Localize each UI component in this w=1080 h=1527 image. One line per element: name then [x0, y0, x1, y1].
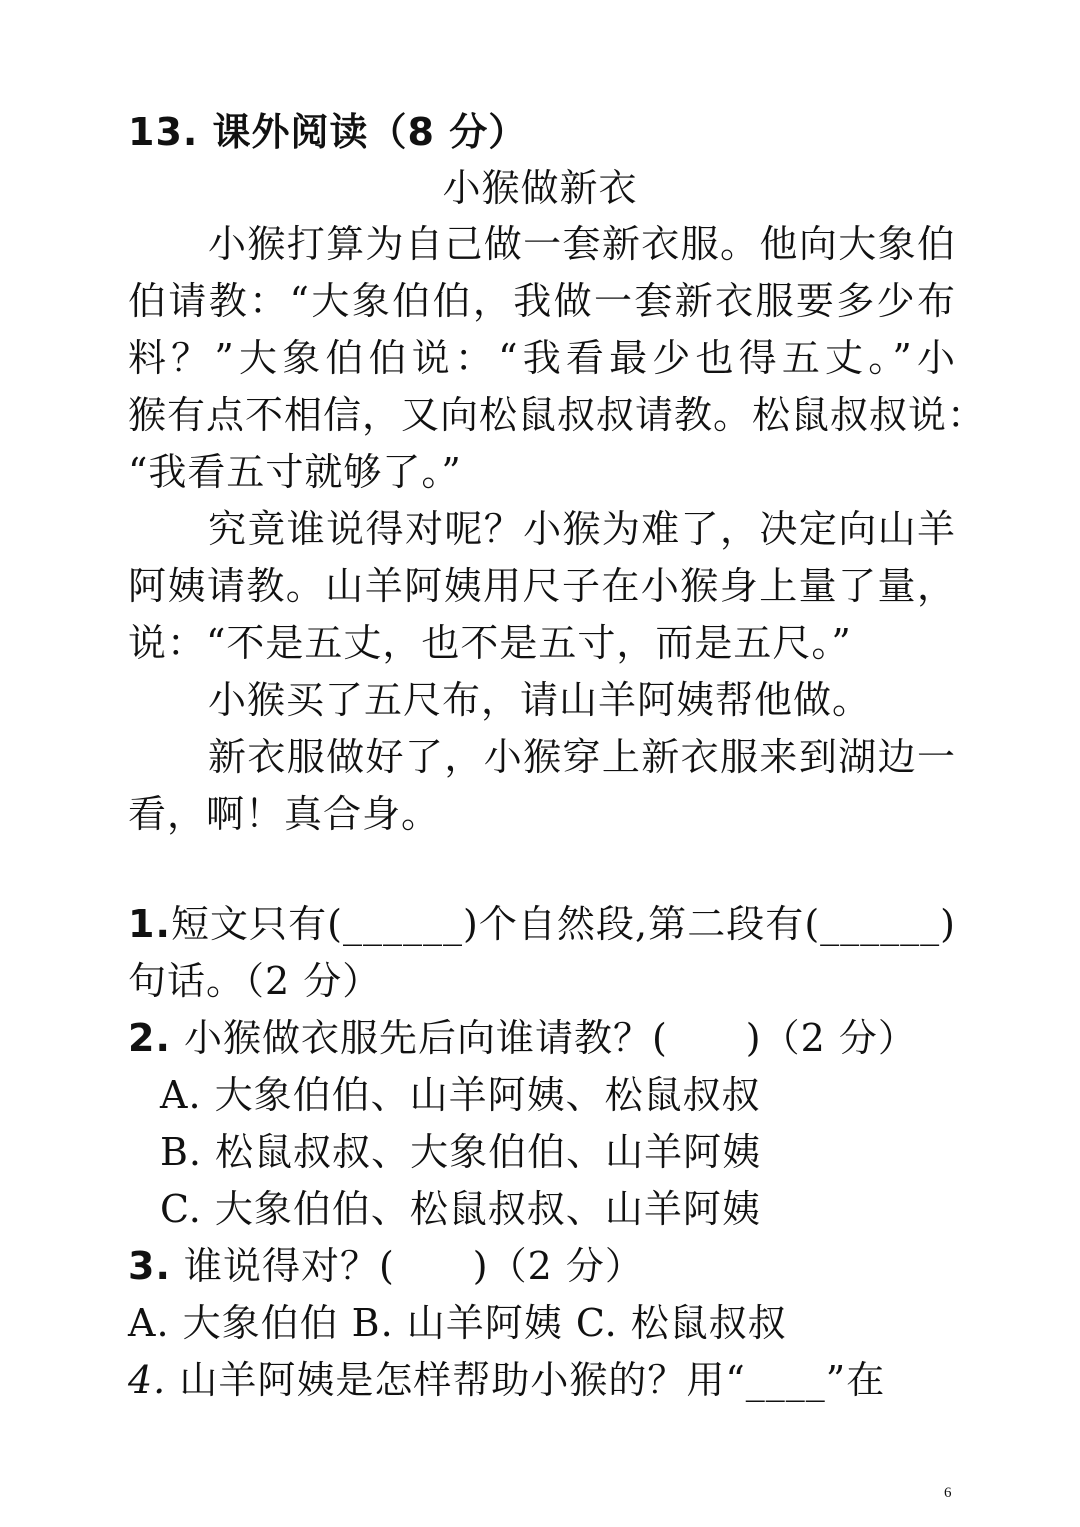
page-number: 6	[944, 1485, 952, 1501]
story-line: 说：“不是五丈，也不是五寸，而是五尺。”	[128, 621, 852, 665]
option-a: A. 大象伯伯、山羊阿姨、松鼠叔叔	[160, 1073, 761, 1117]
question-number: 1.	[128, 902, 171, 946]
question-text: 小猴做衣服先后向谁请教？( )（2 分）	[183, 1016, 917, 1060]
question-3	[128, 1241, 956, 1291]
question-text: 短文只有(______)个自然段,第二段有(______)	[170, 902, 956, 946]
option-c: C. 大象伯伯、松鼠叔叔、山羊阿姨	[160, 1187, 761, 1231]
story-line: “我看五寸就够了。”	[128, 450, 462, 494]
story-line: 究竟谁说得对呢？小猴为难了，决定向山羊	[208, 507, 956, 551]
story-title: 小猴做新衣	[442, 166, 638, 210]
question-2	[128, 1013, 956, 1063]
question-number: 4.	[128, 1358, 167, 1402]
question-3-options: A. 大象伯伯 B. 山羊阿姨 C. 松鼠叔叔	[128, 1301, 787, 1345]
story-line: 猴有点不相信，又向松鼠叔叔请教。松鼠叔叔说：	[128, 393, 987, 437]
question-1-continued: 句话。（2 分）	[128, 959, 382, 1003]
question-text: 谁说得对？( )（2 分）	[183, 1244, 644, 1288]
question-1	[128, 899, 956, 949]
question-number: 2.	[128, 1016, 171, 1060]
story-line: 看，啊！真合身。	[128, 792, 441, 836]
story-line: 阿姨请教。山羊阿姨用尺子在小猴身上量了量，	[128, 564, 956, 608]
section-heading: 13. 课外阅读（8 分）	[128, 110, 528, 154]
story-line: 料？”大象伯伯说：“我看最少也得五丈。”小	[128, 336, 956, 380]
story-line: 新衣服做好了，小猴穿上新衣服来到湖边一	[208, 735, 956, 779]
question-number: 3.	[128, 1244, 171, 1288]
question-text: 山羊阿姨是怎样帮助小猴的？用“____”在	[179, 1358, 886, 1402]
story-line: 小猴打算为自己做一套新衣服。他向大象伯	[208, 222, 956, 266]
question-4	[128, 1355, 956, 1405]
option-b: B. 松鼠叔叔、大象伯伯、山羊阿姨	[160, 1130, 762, 1174]
story-line: 伯请教：“大象伯伯，我做一套新衣服要多少布	[128, 279, 956, 323]
story-line: 小猴买了五尺布，请山羊阿姨帮他做。	[208, 678, 872, 722]
